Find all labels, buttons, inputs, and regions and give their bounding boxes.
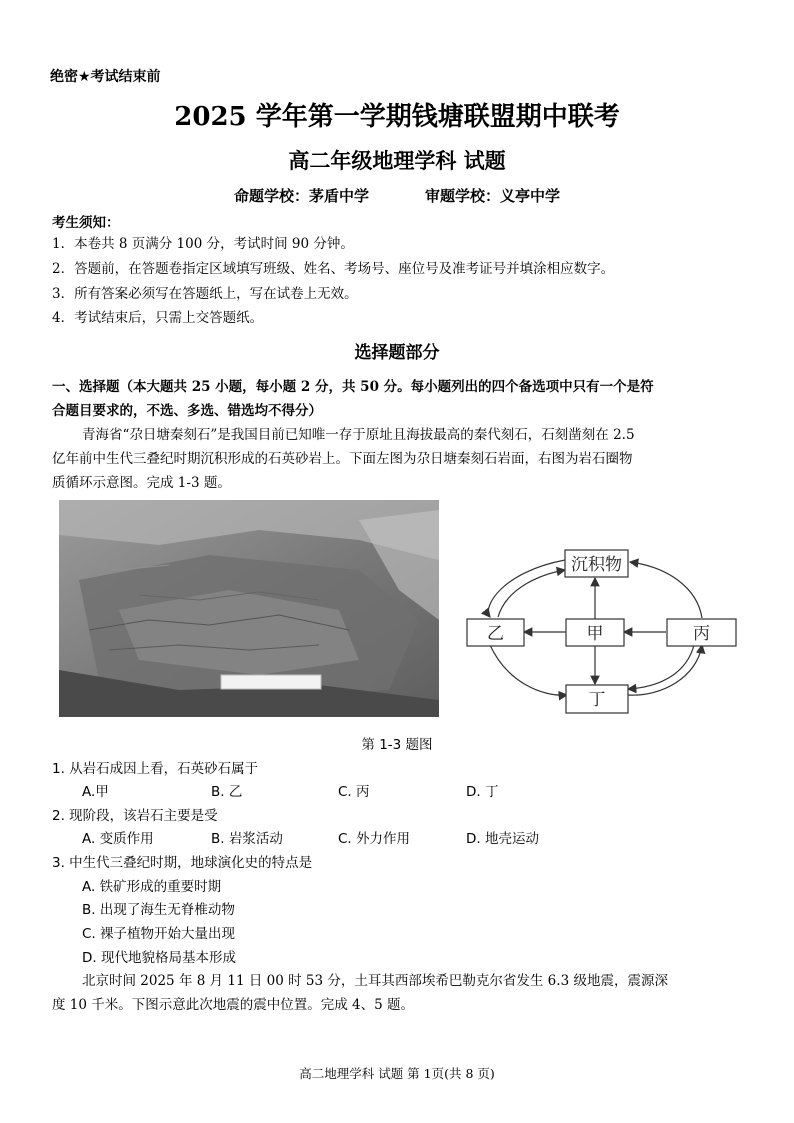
arrow-c-to-d — [628, 645, 694, 689]
passage-line: 质循环示意图。完成 1-3 题。 — [52, 475, 231, 491]
q2-option-b: B. 岩浆活动 — [211, 831, 283, 847]
q3-option-c: C. 裸子植物开始大量出现 — [82, 926, 236, 942]
q2-option-c: C. 外力作用 — [338, 831, 411, 847]
section-instruction-cont: 合题目要求的，不选、多选、错选均不得分） — [52, 403, 322, 419]
node-b: 乙 — [487, 624, 504, 644]
note-item: 3．所有答案必须写在答题纸上，写在试卷上无效。 — [52, 286, 358, 302]
q1-option-a: A.甲 — [82, 784, 109, 800]
q3-option-b: B. 出现了海生无脊椎动物 — [82, 902, 235, 918]
q3-option-a: A. 铁矿形成的重要时期 — [82, 879, 222, 895]
rock-photo — [59, 500, 439, 717]
node-d: 丁 — [588, 690, 606, 710]
question-1-stem: 1. 从岩石成因上看，石英砂石属于 — [52, 761, 259, 777]
arrow-b-to-sediment — [498, 570, 565, 617]
school-info — [0, 185, 794, 206]
section-title: 选择题部分 — [354, 343, 440, 363]
page-footer: 高二地理学科 试题 第 1页(共 8 页) — [299, 1066, 495, 1081]
note-item: 1．本卷共 8 页满分 100 分，考试时间 90 分钟。 — [52, 236, 354, 252]
node-sediment: 沉积物 — [571, 555, 622, 575]
passage-line: 青海省“尕日塘秦刻石”是我国目前已知唯一存于原址且海拔最高的秦代刻石，石刻凿刻在 2.5 — [82, 427, 635, 443]
arrow-c-to-sediment — [630, 562, 702, 618]
exam-subtitle: 高二年级地理学科 试题 — [288, 149, 506, 173]
rock-cycle-diagram — [462, 532, 746, 718]
q1-option-b: B. 乙 — [211, 784, 243, 800]
passage-2-line: 度 10 千米。下图示意此次地震的震中位置。完成 4、5 题。 — [52, 997, 415, 1013]
figure-caption: 第 1-3 题图 — [361, 737, 433, 753]
passage-2-line: 北京时间 2025 年 8 月 11 日 00 时 53 分，土耳其西部埃希巴勒克尔省发生 6.3 级地震，震源深 — [82, 973, 668, 989]
passage-line: 亿年前中生代三叠纪时期沉积形成的石英砂岩上。下面左图为尕日塘秦刻石岩面，右图为岩石圈物 — [52, 451, 633, 467]
node-a: 甲 — [586, 624, 604, 644]
q3-option-d: D. 现代地貌格局基本形成 — [82, 950, 236, 966]
section-instruction: 一、选择题（本大题共 25 小题，每小题 2 分，共 50 分。每小题列出的四个备选项中只有一个是符 — [52, 379, 654, 395]
arrow-b-to-d — [490, 645, 567, 695]
arrow-sediment-to-b — [488, 560, 565, 617]
exam-title: 2025 学年第一学期钱塘联盟期中联考 — [174, 102, 620, 132]
notes-heading: 考生须知： — [52, 215, 120, 231]
rock-photo-illustration — [59, 500, 439, 717]
node-c: 丙 — [693, 624, 710, 644]
reviewer-school: 审题学校：义亭中学 — [425, 187, 561, 205]
setter-school: 命题学校：茅盾中学 — [233, 187, 369, 205]
question-2-stem: 2. 现阶段，该岩石主要是受 — [52, 808, 218, 824]
q2-option-d: D. 地壳运动 — [466, 831, 539, 847]
question-3-stem: 3. 中生代三叠纪时期，地球演化史的特点是 — [52, 855, 313, 871]
note-item: 2．答题前，在答题卷指定区域填写班级、姓名、考场号、座位号及准考证号并填涂相应数字。 — [52, 261, 615, 277]
confidential-label: 绝密★考试结束前 — [50, 69, 161, 85]
q1-option-c: C. 丙 — [338, 784, 370, 800]
q1-option-d: D. 丁 — [466, 784, 499, 800]
q2-option-a: A. 变质作用 — [82, 831, 154, 847]
note-item: 4．考试结束后，只需上交答题纸。 — [52, 310, 264, 326]
